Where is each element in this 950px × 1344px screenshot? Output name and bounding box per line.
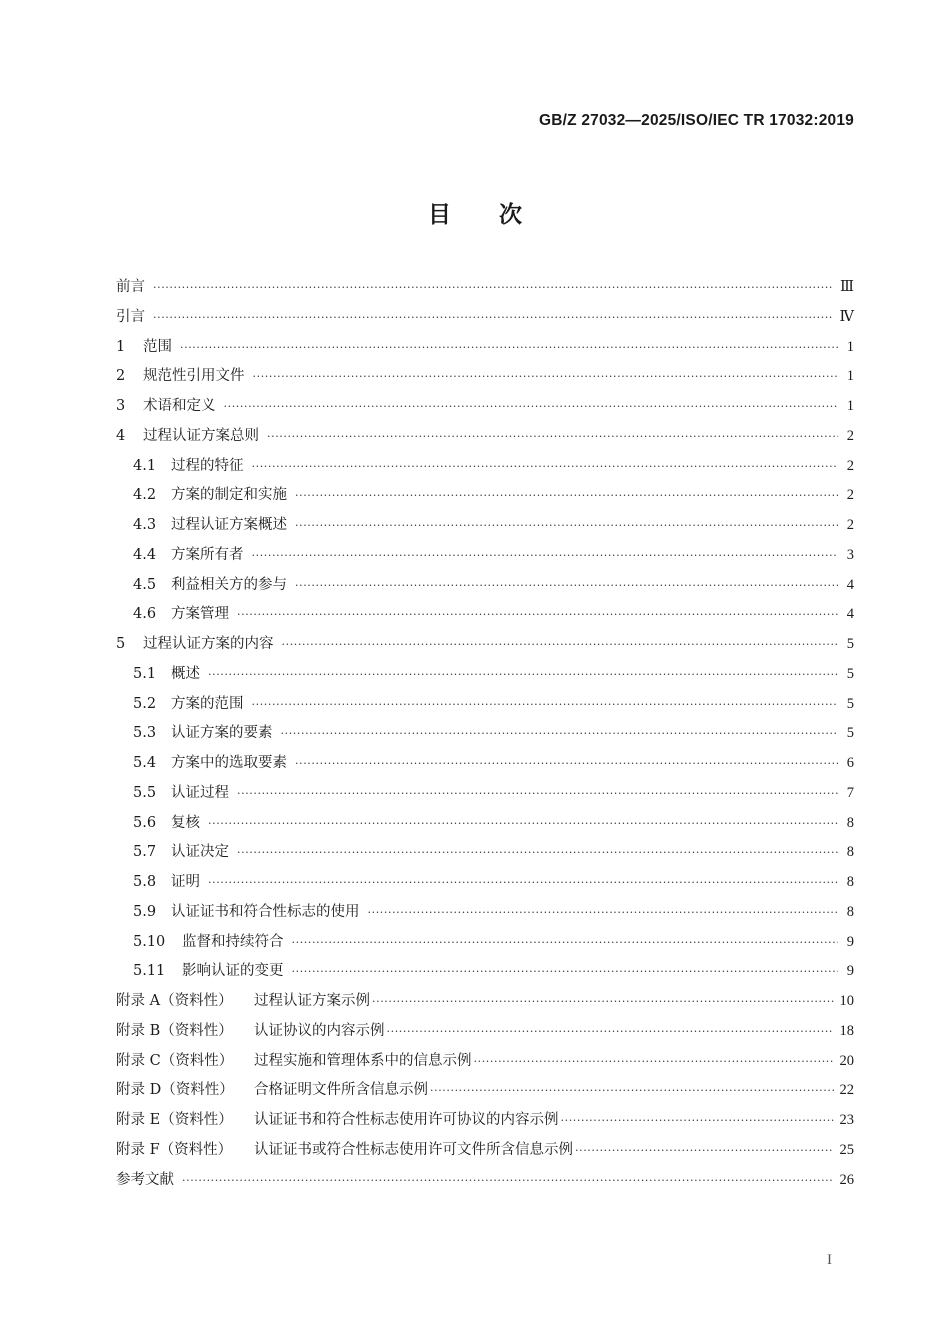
toc-entry-page: 8	[846, 874, 854, 890]
toc-entry-title: 方案管理	[171, 606, 229, 623]
toc-entry-foreword[interactable]	[116, 273, 854, 303]
toc-entry-title: 认证过程	[171, 784, 229, 801]
toc-entry-page: 23	[839, 1112, 854, 1128]
toc-entry-number: 4.4	[133, 546, 157, 563]
dot-leader	[237, 838, 838, 868]
toc-entry-title: 影响认证的变更	[182, 963, 284, 980]
table-of-contents	[116, 273, 854, 1195]
toc-entry-title: 认证证书或符合性标志使用许可文件所含信息示例	[254, 1141, 573, 1158]
dot-leader	[295, 749, 838, 779]
toc-entry-5-8[interactable]	[116, 868, 854, 898]
toc-entry-page: 5	[846, 695, 854, 712]
dot-leader	[237, 600, 838, 630]
toc-entry-page: 25	[839, 1141, 854, 1158]
toc-entry-number: 5.5	[133, 784, 157, 801]
toc-entry-title: 认证方案的要素	[171, 725, 273, 742]
dot-leader	[224, 392, 839, 422]
toc-title: 目次	[428, 202, 570, 228]
toc-entry-page: 8	[846, 903, 854, 920]
toc-entry-4-2[interactable]	[116, 481, 854, 511]
toc-entry-page: 18	[839, 1022, 854, 1039]
toc-entry-title: 认证证书和符合性标志使用许可协议的内容示例	[254, 1112, 559, 1128]
toc-entry-page: 2	[846, 517, 854, 533]
toc-entry-annex-a[interactable]	[116, 987, 854, 1017]
toc-entry-page: 1	[846, 338, 854, 355]
toc-entry-page: 6	[846, 755, 854, 771]
dot-leader	[182, 1166, 834, 1196]
toc-entry-number: 4.2	[133, 487, 157, 504]
toc-entry-title: 合格证明文件所含信息示例	[254, 1082, 428, 1099]
dot-leader	[575, 1136, 834, 1166]
dot-leader	[282, 630, 839, 660]
toc-entry-5-4[interactable]	[116, 749, 854, 779]
toc-entry-5-10[interactable]	[116, 928, 854, 958]
toc-entry-page: 4	[846, 576, 854, 593]
toc-entry-number: 5.6	[133, 814, 157, 831]
toc-entry-page: 1	[846, 368, 854, 385]
toc-entry-number: 4	[116, 427, 126, 444]
toc-entry-title: 范围	[143, 338, 172, 355]
toc-entry-5[interactable]	[116, 630, 854, 660]
dot-leader	[292, 928, 839, 958]
dot-leader	[474, 1047, 834, 1077]
toc-entry-title: 认证协议的内容示例	[254, 1022, 385, 1039]
toc-entry-title: 参考文献	[116, 1171, 174, 1188]
dot-leader	[281, 719, 839, 749]
toc-entry-number: 附录 E（资料性）	[116, 1112, 233, 1128]
toc-entry-number: 5.3	[133, 725, 157, 742]
toc-entry-page: 22	[839, 1082, 854, 1099]
dot-leader	[208, 809, 838, 839]
toc-entry-number: 5	[116, 636, 126, 652]
toc-entry-annex-f[interactable]	[116, 1136, 854, 1166]
dot-leader	[387, 1017, 834, 1047]
dot-leader	[153, 303, 834, 333]
toc-entry-title: 方案所有者	[171, 546, 244, 563]
toc-entry-page: 5	[846, 725, 854, 742]
toc-entry-page: 3	[846, 546, 854, 563]
dot-leader	[208, 868, 838, 898]
toc-entry-number: 附录 D（资料性）	[116, 1082, 234, 1099]
toc-entry-page: 20	[839, 1052, 854, 1069]
toc-entry-2[interactable]	[116, 362, 854, 392]
dot-leader	[237, 779, 838, 809]
toc-entry-title: 规范性引用文件	[143, 368, 245, 385]
toc-entry-3[interactable]	[116, 392, 854, 422]
toc-entry-number: 3	[116, 398, 126, 414]
toc-entry-number: 5.10	[133, 933, 166, 950]
toc-entry-number: 5.11	[133, 963, 166, 980]
toc-entry-title: 过程认证方案总则	[143, 427, 259, 444]
toc-entry-page: 2	[846, 457, 854, 474]
toc-entry-page: 8	[846, 844, 854, 861]
toc-entry-number: 附录 F（资料性）	[116, 1141, 233, 1158]
dot-leader	[153, 273, 834, 303]
toc-entry-page: Ⅳ	[839, 308, 854, 325]
toc-entry-title: 过程认证方案的内容	[143, 636, 274, 652]
dot-leader	[295, 511, 838, 541]
toc-entry-4-3[interactable]	[116, 511, 854, 541]
toc-entry-number: 4.5	[133, 576, 157, 593]
toc-entry-1[interactable]	[116, 333, 854, 363]
toc-entry-page: 5	[846, 636, 854, 652]
toc-entry-title: 方案的范围	[171, 695, 244, 712]
toc-entry-title: 认证证书和符合性标志的使用	[171, 903, 360, 920]
dot-leader	[252, 690, 839, 720]
toc-entry-number: 5.8	[133, 874, 157, 890]
toc-entry-title: 过程实施和管理体系中的信息示例	[254, 1052, 472, 1069]
toc-entry-4-1[interactable]	[116, 452, 854, 482]
toc-entry-title: 方案中的选取要素	[171, 755, 287, 771]
toc-entry-page: 8	[846, 814, 854, 831]
toc-entry-title: 利益相关方的参与	[171, 576, 287, 593]
toc-entry-number: 附录 B（资料性）	[116, 1022, 233, 1039]
toc-entry-number: 5.4	[133, 755, 157, 771]
toc-entry-5-11[interactable]	[116, 957, 854, 987]
toc-entry-annex-d[interactable]	[116, 1076, 854, 1106]
toc-entry-title: 过程认证方案示例	[254, 993, 370, 1009]
toc-entry-5-9[interactable]	[116, 898, 854, 928]
toc-entry-number: 1	[116, 338, 126, 355]
dot-leader	[368, 898, 839, 928]
toc-entry-number: 5.2	[133, 695, 157, 712]
toc-entry-page: 9	[846, 963, 854, 980]
toc-entry-page: 5	[846, 665, 854, 682]
toc-entry-5-2[interactable]	[116, 690, 854, 720]
toc-entry-page: 1	[846, 398, 854, 414]
dot-leader	[252, 541, 839, 571]
dot-leader	[252, 452, 839, 482]
toc-entry-4-5[interactable]	[116, 571, 854, 601]
dot-leader	[208, 660, 838, 690]
toc-entry-number: 2	[116, 368, 126, 385]
toc-entry-number: 4.6	[133, 606, 157, 623]
toc-entry-page: 26	[839, 1171, 854, 1188]
toc-entry-4-4[interactable]	[116, 541, 854, 571]
toc-entry-number: 4.1	[133, 457, 157, 474]
toc-entry-number: 附录 C（资料性）	[116, 1052, 234, 1069]
toc-entry-number: 5.7	[133, 844, 157, 861]
toc-entry-title: 复核	[171, 814, 200, 831]
toc-entry-title: 引言	[116, 308, 145, 325]
toc-entry-5-1[interactable]	[116, 660, 854, 690]
standard-number-header: GB/Z 27032—2025/ISO/IEC TR 17032:2019	[539, 112, 854, 129]
dot-leader	[430, 1076, 834, 1106]
toc-entry-5-5[interactable]	[116, 779, 854, 809]
toc-entry-4[interactable]	[116, 422, 854, 452]
dot-leader	[372, 987, 834, 1017]
toc-entry-title: 术语和定义	[143, 398, 216, 414]
toc-entry-annex-c[interactable]	[116, 1047, 854, 1077]
toc-entry-page: Ⅲ	[840, 279, 854, 295]
toc-entry-title: 前言	[116, 279, 145, 295]
toc-entry-5-7[interactable]	[116, 838, 854, 868]
toc-entry-page: 9	[846, 933, 854, 950]
dot-leader	[267, 422, 838, 452]
dot-leader	[292, 957, 839, 987]
toc-entry-title: 过程的特征	[171, 457, 244, 474]
toc-entry-number: 5.1	[133, 665, 157, 682]
page-number: I	[827, 1252, 832, 1268]
dot-leader	[253, 362, 839, 392]
toc-entry-page: 10	[839, 993, 854, 1009]
toc-entry-4-6[interactable]	[116, 600, 854, 630]
toc-entry-number: 5.9	[133, 903, 157, 920]
toc-entry-number: 4.3	[133, 517, 157, 533]
toc-entry-page: 2	[846, 487, 854, 504]
toc-entry-page: 2	[846, 427, 854, 444]
toc-entry-title: 过程认证方案概述	[171, 517, 287, 533]
dot-leader	[180, 333, 838, 363]
toc-entry-title: 证明	[171, 874, 200, 890]
toc-entry-annex-b[interactable]	[116, 1017, 854, 1047]
dot-leader	[295, 481, 838, 511]
toc-entry-annex-e[interactable]	[116, 1106, 854, 1136]
toc-entry-page: 4	[846, 606, 854, 623]
toc-entry-title: 概述	[171, 665, 200, 682]
toc-entry-5-6[interactable]	[116, 809, 854, 839]
toc-entry-bibliography[interactable]	[116, 1166, 854, 1196]
toc-entry-title: 监督和持续符合	[182, 933, 284, 950]
toc-entry-number: 附录 A（资料性）	[116, 993, 233, 1009]
toc-entry-introduction[interactable]	[116, 303, 854, 333]
toc-entry-page: 7	[846, 784, 854, 801]
dot-leader	[561, 1106, 834, 1136]
toc-entry-title: 方案的制定和实施	[171, 487, 287, 504]
toc-entry-5-3[interactable]	[116, 719, 854, 749]
dot-leader	[295, 571, 838, 601]
toc-entry-title: 认证决定	[171, 844, 229, 861]
